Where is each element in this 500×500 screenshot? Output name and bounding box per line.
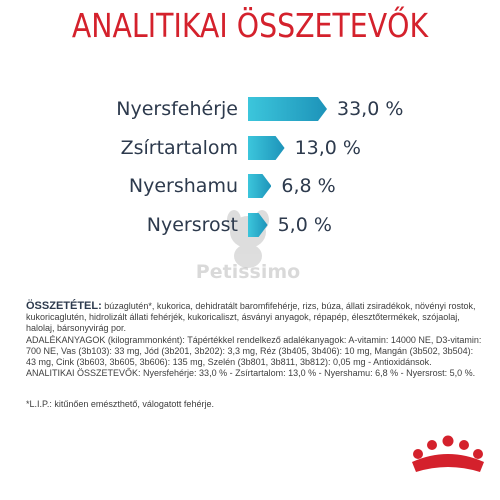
- ingredients-text: búzaglutén*, kukorica, dehidratált baromfifehérje, rizs, búza, állati zsiradékok, növényi rostok, kukoricaglutén, hidrolizált állati fehérjék, kukoricaliszt, ásványi anyagok, répapép, élesztőtermékek, szójaolaj, halolaj, bársonyvirág por.: [26, 301, 476, 334]
- bar-value-label: 33,0 %: [337, 98, 404, 120]
- bar-shape: [248, 136, 285, 160]
- page-title: ANALITIKAI ÖSSZETEVŐK: [71, 6, 429, 45]
- bar-category-label: Nyersrost: [146, 214, 238, 236]
- bar-value-label: 5,0 %: [277, 214, 332, 236]
- bar-category-label: Nyershamu: [128, 175, 238, 197]
- composition-block: [26, 301, 482, 379]
- watermark-text: Petissimo: [195, 261, 301, 283]
- bar-value-label: 13,0 %: [294, 137, 361, 159]
- footnote: *L.I.P.: kitűnően emészthető, válogatott fehérje.: [26, 399, 214, 409]
- chart-row: [0, 131, 500, 165]
- royal-canin-crown-logo: [408, 434, 488, 480]
- composition-heading: ÖSSZETÉTEL:: [26, 300, 102, 312]
- chart-row: [0, 208, 500, 242]
- chart-row: [0, 92, 500, 126]
- bar-category-label: Zsírtartalom: [120, 137, 238, 159]
- analytical-text: ANALITIKAI ÖSSZETEVŐK: Nyersfehérje: 33,0 % - Zsírtartalom: 13,0 % - Nyershamu: 6,8 % - Nyersrost: 5,0 %.: [26, 368, 476, 379]
- bar: [248, 136, 285, 160]
- bar-category-label: Nyersfehérje: [116, 98, 238, 120]
- bar-shape: [248, 213, 268, 237]
- bar: [248, 213, 268, 237]
- bar-value-label: 6,8 %: [281, 175, 336, 197]
- chart-row: [0, 169, 500, 203]
- additives-text: ADALÉKANYAGOK (kilogrammonként): Tápértékkel rendelkező adalékanyagok: A-vitamin: 14000 NE, D3-vitamin: 700 NE, Vas (3b103): 33 mg, Jód (3b201, 3b202): 3,3 mg, Réz (3b405, 3b406): 10 mg, Mangán (3b502, 3b504): 43 mg, Cink (3b603, 3b605, 3b606): 135 mg, Szelén (3b801, 3b811, 3b812): 0,05 mg - Antioxidánsok.: [26, 334, 482, 368]
- bar-shape: [248, 174, 271, 198]
- bar-shape: [248, 97, 327, 121]
- ingredients-paragraph: [26, 301, 482, 335]
- bar: [248, 97, 327, 121]
- bar: [248, 174, 271, 198]
